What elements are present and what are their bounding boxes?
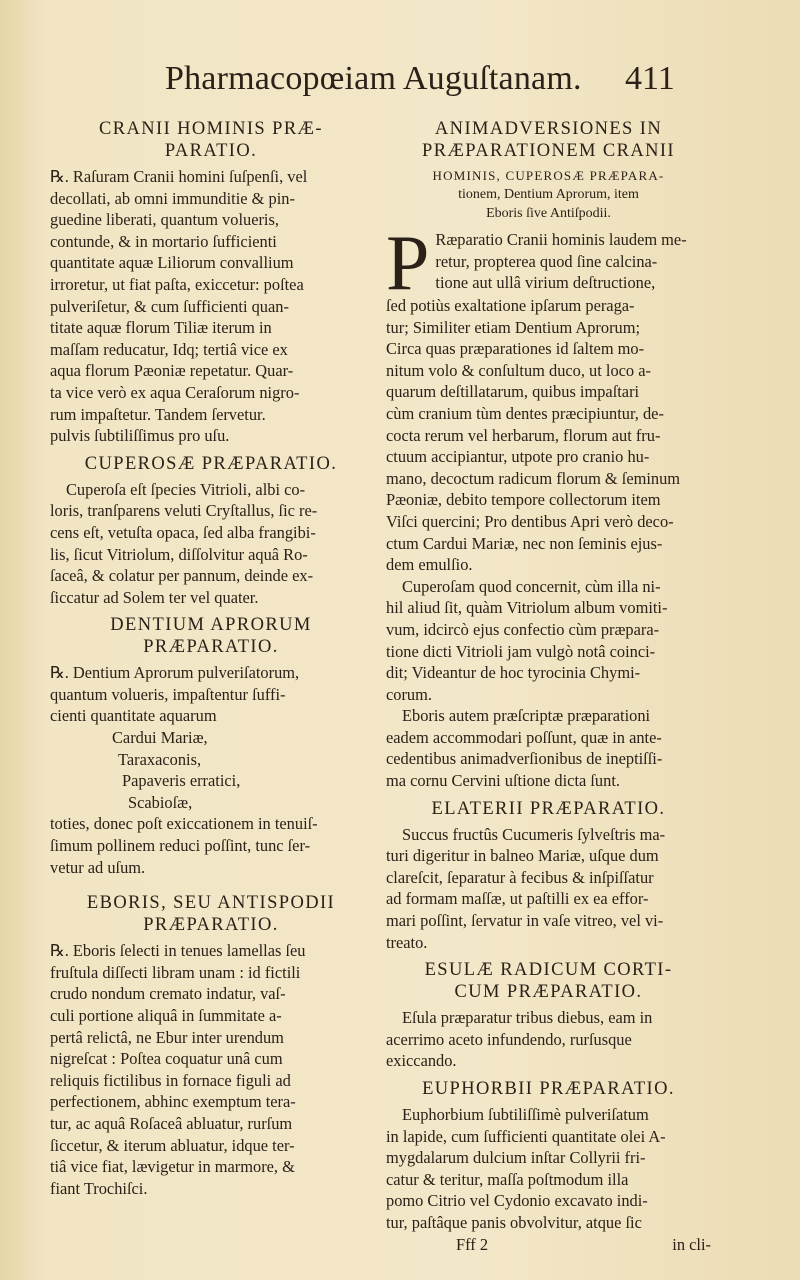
text-line: fiant Trochiſci. (50, 1178, 148, 1198)
text-line: cienti quantitate aquarum (50, 706, 217, 726)
heading-line: ESULÆ RADICUM CORTI- (424, 960, 673, 981)
left-column (50, 112, 372, 1199)
paragraph-dentium (50, 662, 372, 878)
text-line: lis, ſicut Vitriolum, diſſolvitur aquâ Ro- (50, 544, 308, 564)
heading-line: ELATERII PRÆPARATIO. (431, 798, 666, 819)
text-line: quantitate aquæ Liliorum convallium (50, 253, 294, 273)
text-line: ctuum accipiantur, utpote pro cranio hu- (386, 447, 650, 467)
section-heading-dentium (50, 614, 372, 658)
paragraph-cranii (50, 166, 372, 447)
text-line: crudo nondum cremato indatur, vaſ- (50, 984, 286, 1004)
text-line: pulveriſetur, & cum ſufficienti quan- (50, 296, 289, 316)
text-line: Viſci quercini; Pro dentibus Apri verò deco- (386, 511, 674, 531)
heading-line: CRANII HOMINIS PRÆ- (99, 119, 323, 139)
text-line: reliquis fictilibus in fornace figuli ad (50, 1070, 291, 1090)
text-line: ad formam maſſæ, ut paſtilli ex ea effor- (386, 889, 649, 909)
text-line: fruſtula diſſecti libram unam : id fictili (50, 962, 301, 982)
text-line: perfectionem, abhinc exemptum tera- (50, 1092, 296, 1112)
subheading-line: HOMINIS, CUPEROSÆ PRÆPARA- (432, 168, 665, 183)
section-heading-cranii (50, 118, 372, 162)
text-line: tiâ vice fiat, lævigetur in marmore, & (50, 1157, 295, 1177)
text-line: culi portione aliquâ in ſummitate a- (50, 1006, 282, 1025)
signature-mark: Fff 2 (456, 1234, 489, 1254)
text-line: nigreſcat : Poſtea coquatur unâ cum (50, 1049, 283, 1069)
list-item: Taraxaconis, (118, 749, 202, 769)
text-line: treato. (386, 932, 428, 952)
text-line: decollati, ab omni immunditie & pin- (50, 188, 295, 208)
text-line: contunde, & in mortario ſufficienti (50, 231, 277, 251)
text-line: vum, idcircò ejus confectio cùm præpara- (386, 619, 660, 639)
heading-line: CUM PRÆPARATIO. (454, 982, 643, 1003)
text-line: tione dicti Vitrioli jam vulgò notâ coinci- (386, 641, 656, 661)
text-line: toties, donec poſt exiccationem in tenuiſ- (50, 814, 318, 834)
text-line: mari poſſint, ſervatur in vaſe vitreo, vel vi- (386, 911, 664, 931)
text-line: cens eſt, vetuſta opaca, ſed alba frangibi- (50, 522, 316, 542)
text-line: hil aliud ſit, quàm Vitriolum album vomiti- (386, 598, 668, 618)
section-heading-esulae (386, 959, 711, 1003)
text-line: retur, propterea quod ſine calcina- (435, 251, 658, 271)
text-line: mano, decoctum radicum florum & ſeminum (386, 468, 681, 488)
text-line: Circa quas præparationes id ſaltem mo- (386, 339, 645, 359)
text-line: tur; Similiter etiam Dentium Aprorum; (386, 317, 641, 337)
text-line: guedine liberati, quantum volueris, (50, 210, 279, 230)
text-line: ℞. Dentium Aprorum pulveriſatorum, (50, 663, 300, 683)
text-line: ma cornu Cervini uſtione dicta ſunt. (386, 771, 620, 791)
drop-capital: P (386, 219, 430, 306)
text-line: Euphorbium ſubtiliſſimè pulveriſatum (402, 1105, 649, 1124)
text-line: ſed potiùs exaltatione ipſarum peraga- (386, 296, 635, 315)
text-line: in lapide, cum ſufficienti quantitate olei A- (386, 1126, 666, 1146)
running-head: Pharmacopœiam Auguſtanam. (165, 60, 582, 97)
heading-line: ANIMADVERSIONES IN (434, 119, 663, 139)
page-footer-line (386, 1234, 711, 1256)
text-line: Pæoniæ, debito tempore collectorum item (386, 490, 661, 510)
text-line: cùm cranium tùm dentes præcipiuntur, de- (386, 403, 664, 423)
text-line: ſaceâ, & colatur per pannum, deinde ex- (50, 566, 314, 586)
text-line: ſiccatur ad Solem ter vel quater. (50, 587, 259, 607)
text-line: tur, ac aquâ Roſaceâ abluatur, rurſum (50, 1113, 293, 1133)
section-heading-cuperosae (50, 453, 372, 475)
text-line: quarum deſtillatarum, quibus impaſtari (386, 382, 640, 402)
text-line: eadem accommodari poſſunt, quæ in ante- (386, 727, 662, 747)
text-line: tur, paſtâque panis obvolvitur, atque ſic (386, 1212, 642, 1232)
paragraph-cuperosae (50, 479, 372, 609)
text-line: maſſam reducatur, Idq; tertiâ vice ex (50, 339, 288, 359)
text-line: Cuperoſa eſt ſpecies Vitrioli, albi co- (66, 479, 306, 499)
text-line: acerrimo aceto infundendo, rurſusque (386, 1029, 632, 1049)
heading-line: PRÆPARATIO. (143, 637, 279, 658)
text-line: ℞. Eboris ſelecti in tenues lamellas ſeu (50, 941, 306, 961)
text-line: rum impaſtetur. Tandem ſervetur. (50, 404, 266, 424)
text-line: Succus fructûs Cucumeris ſylveſtris ma- (402, 824, 666, 844)
text-line: loris, tranſparens veluti Cryſtallus, ſic re- (50, 501, 318, 521)
list-item: Papaveris erratici, (122, 771, 241, 791)
right-column (386, 112, 711, 1255)
text-line: tione aut ullâ virium deſtructione, (435, 273, 656, 293)
paragraph-elaterii (386, 824, 711, 954)
text-line: dem emulſio. (386, 555, 473, 575)
text-line: turi digeritur in balneo Mariæ, uſque dum (386, 846, 659, 866)
heading-line: PRÆPARATIONEM CRANII (422, 141, 675, 161)
paragraph-esulae (386, 1007, 711, 1072)
paragraph-eboris (50, 940, 372, 1199)
subheading-line: Eboris ſive Antiſpodii. (486, 206, 611, 221)
subheading-line: tionem, Dentium Aprorum, item (458, 187, 639, 202)
text-line: pulvis ſubtiliſſimus pro uſu. (50, 426, 230, 446)
heading-line: PRÆPARATIO. (143, 915, 279, 936)
text-line: ta vice verò ex aqua Ceraſorum nigro- (50, 382, 300, 402)
paragraph-euphorbii (386, 1104, 711, 1255)
text-line: pomo Citrio vel Cydonio excavato indi- (386, 1191, 648, 1211)
text-line: pertâ relictâ, ne Ebur inter urendum (50, 1027, 284, 1047)
text-line: exiccando. (386, 1051, 457, 1071)
section-heading-animadversiones (386, 118, 711, 162)
text-line: Eboris autem præſcriptæ præparationi (402, 706, 651, 726)
catchword: in cli- (672, 1234, 711, 1254)
heading-line: DENTIUM APRORUM (110, 615, 312, 636)
list-item: Cardui Mariæ, (112, 728, 208, 748)
text-line: cocta rerum vel herbarum, florum aut fru- (386, 425, 661, 445)
heading-line: PARATIO. (164, 141, 258, 161)
section-heading-elaterii (386, 798, 711, 820)
paragraph-animadversiones (386, 219, 711, 792)
section-heading-euphorbii (386, 1078, 711, 1100)
text-line: quantum volueris, impaſtentur ſuffi- (50, 684, 286, 704)
text-line: cedentibus animadverſionibus de ineptiſſi- (386, 749, 663, 769)
list-item: Scabioſæ, (128, 792, 193, 812)
text-line: catur & teritur, maſſa poſtmodum illa (386, 1169, 629, 1189)
text-line: ℞. Raſuram Cranii homini ſuſpenſi, vel (50, 167, 308, 186)
text-line: vetur ad uſum. (50, 857, 146, 877)
text-line: clareſcit, ſeparatur à fecibus & inſpiſſatur (386, 867, 654, 887)
text-line: Cuperoſam quod concernit, cùm illa ni- (402, 576, 661, 596)
section-subheading (386, 166, 711, 223)
heading-line: EBORIS, SEU ANTISPODII (86, 893, 336, 914)
text-line: dit; Videantur de hoc tyrocinia Chymi- (386, 663, 641, 683)
text-line: ctum Cardui Mariæ, nec non ſeminis ejus- (386, 533, 663, 553)
text-line: Ræparatio Cranii hominis laudem me- (435, 230, 687, 249)
page-number: 411 (625, 60, 675, 97)
text-line: aqua florum Pæoniæ repetatur. Quar- (50, 361, 294, 381)
page-header (0, 60, 800, 110)
text-line: ſiccetur, & iterum abluatur, idque ter- (50, 1135, 295, 1155)
heading-line: EUPHORBII PRÆPARATIO. (422, 1079, 675, 1099)
text-line: irroretur, ut fiat paſta, exiccetur: poſtea (50, 274, 304, 294)
section-heading-eboris (50, 892, 372, 936)
text-line: ſimum pollinem reduci poſſint, tunc ſer- (50, 836, 311, 856)
heading-line: CUPEROSÆ PRÆPARATIO. (84, 453, 338, 474)
text-line: Eſula præparatur tribus diebus, eam in (402, 1008, 653, 1028)
text-line: titate aquæ florum Tiliæ iterum in (50, 318, 272, 338)
text-line: mygdalarum dulcium inſtar Collyrii fri- (386, 1148, 646, 1168)
text-line: nitum volo & conſultum duco, ut loco a- (386, 360, 651, 380)
text-line: corum. (386, 684, 432, 704)
